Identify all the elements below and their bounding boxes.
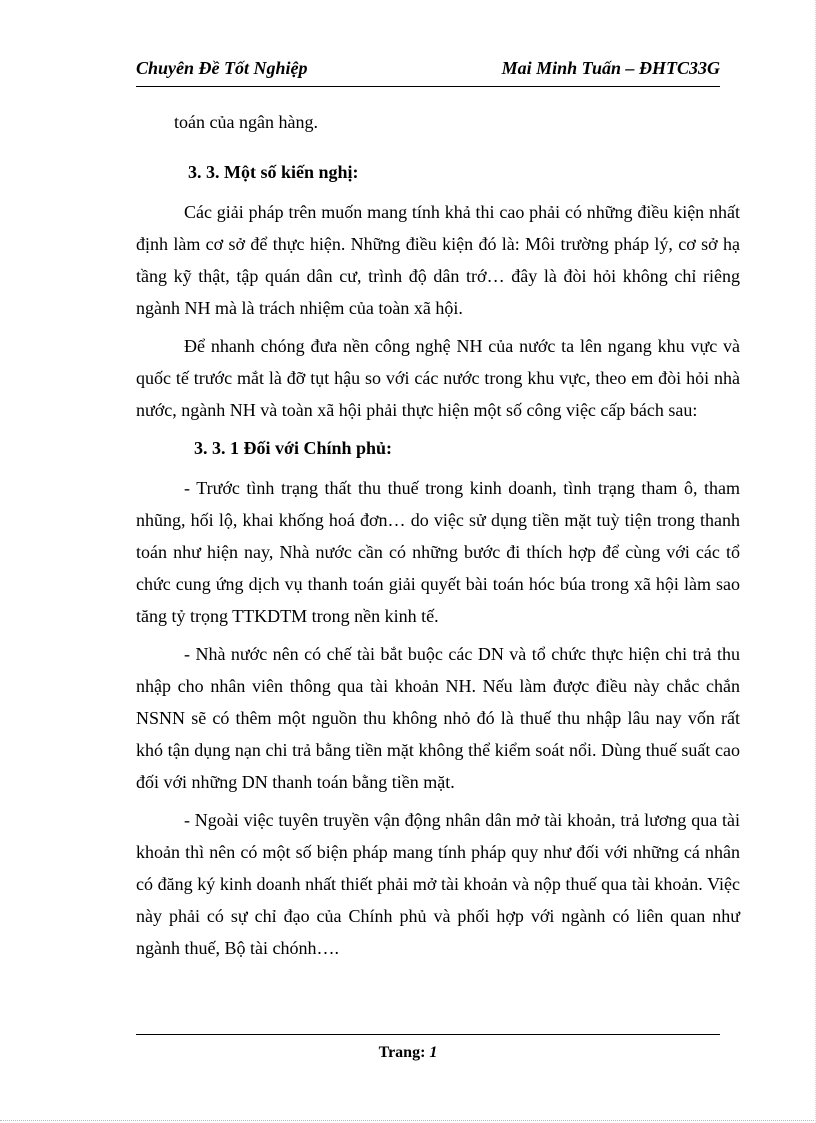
page-label: Trang: xyxy=(378,1044,426,1061)
page-footer xyxy=(0,1044,816,1062)
section-heading-3-3-1: 3. 3. 1 Đối với Chính phủ: xyxy=(194,438,393,458)
paragraph-1: Các giải pháp trên muốn mang tính khả thi cao phải có những điều kiện nhất định làm cơ sở để thực hiện. Những điều kiện đó là: Môi trường pháp lý, cơ sở hạ tầng kỹ thật, tập quán dân cư, trình độ dân trớ… đây là đòi hỏi không chỉ riêng ngành NH mà là trách nhiệm của toàn xã hội. xyxy=(136,202,740,318)
paragraph-4: - Nhà nước nên có chế tài bắt buộc các DN và tổ chức thực hiện chi trả thu nhập cho nhân viên thông qua tài khoản NH. Nếu làm được điều này chắc chắn NSNN sẽ có thêm một nguồn thu không nhỏ đó là thuế thu nhập lâu nay vốn rất khó tận dụng nạn chi trả bằng tiền mặt không thể kiểm soát nổi. Dùng thuế suất cao đối với những DN thanh toán bằng tiền mặt. xyxy=(136,644,740,792)
paragraph-3: - Trước tình trạng thất thu thuế trong kinh doanh, tình trạng tham ô, tham nhũng, hối lộ, khai khống hoá đơn… do việc sử dụng tiền mặt tuỳ tiện trong thanh toán như hiện nay, Nhà nước cần có những bước đi thích hợp để cùng với các tổ chức cung ứng dịch vụ thanh toán giải quyết bài toán hóc búa trong xã hội làm sao tăng tỷ trọng TTKDTM trong nền kinh tế. xyxy=(136,478,740,626)
paragraph-5: - Ngoài việc tuyên truyền vận động nhân dân mở tài khoản, trả lương qua tài khoản thì nên có một số biện pháp mang tính pháp quy như đối với những cá nhân có đăng ký kinh doanh nhất thiết phải mở tài khoản và nộp thuế qua tài khoản. Việc này phải có sự chỉ đạo của Chính phủ và phối hợp với ngành có liên quan như ngành thuế, Bộ tài chónh…. xyxy=(136,810,740,958)
page-header xyxy=(136,56,720,87)
document-body xyxy=(136,106,740,970)
header-author: Mai Minh Tuấn – ĐHTC33G xyxy=(501,58,720,78)
page-boundary-bottom xyxy=(0,1120,816,1121)
intro-line: toán của ngân hàng. xyxy=(174,112,318,132)
page-number: 1 xyxy=(429,1044,438,1061)
section-heading-3-3: 3. 3. Một số kiến nghị: xyxy=(188,162,359,182)
header-document-title: Chuyên Đề Tốt Nghiệp xyxy=(136,58,308,78)
paragraph-2: Để nhanh chóng đưa nền công nghệ NH của nước ta lên ngang khu vực và quốc tế trước mắt là đỡ tụt hậu so với các nước trong khu vực, theo em đòi hỏi nhà nước, ngành NH và toàn xã hội phải thực hiện một số công việc cấp bách sau: xyxy=(136,336,740,420)
footer-divider xyxy=(136,1034,720,1035)
